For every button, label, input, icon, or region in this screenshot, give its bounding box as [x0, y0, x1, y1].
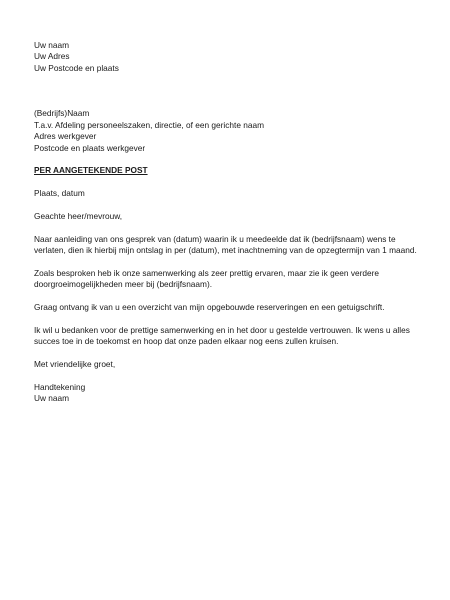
- spacer: [34, 86, 420, 109]
- salutation: Geachte heer/mevrouw,: [34, 211, 123, 222]
- recipient-postcode-city: Postcode en plaats werkgever: [34, 142, 146, 153]
- recipient-block: [34, 108, 420, 154]
- body-paragraph-3: Graag ontvang ik van u een overzicht van mijn opgebouwde reserveringen en een getuigschrift.: [34, 302, 385, 313]
- signature-name: Uw naam: [34, 393, 70, 404]
- body-paragraph-1: Naar aanleiding van ons gesprek van (datum) waarin ik u meedeelde dat ik (bedrijfsnaam) wens te verlaten, dien ik hierbij mijn ontslag in per (datum), met inachtneming van de opzegtermijn van 1 maand.: [34, 233, 417, 256]
- sender-name: Uw naam: [34, 40, 70, 50]
- signature-block: [34, 382, 420, 405]
- place-date: Plaats, datum: [34, 188, 85, 199]
- sender-block: [34, 40, 420, 74]
- sender-address: Uw Adres: [34, 51, 70, 62]
- recipient-address: Adres werkgever: [34, 131, 97, 142]
- body-paragraph-4: Ik wil u bedanken voor de prettige samenwerking en in het door u gestelde vertrouwen. Ik wens u alles succes toe in de toekomst en hoop dat onze paden elkaar nog eens zullen kruisen.: [34, 325, 410, 347]
- letter-body: [34, 40, 420, 416]
- sender-postcode-city: Uw Postcode en plaats: [34, 62, 119, 73]
- body-paragraph-2: Zoals besproken heb ik onze samenwerking als zeer prettig ervaren, maar zie ik geen verdere doorgroeimogelijkheden meer bij (bedrijfsnaam).: [34, 268, 379, 290]
- closing: Met vriendelijke groet,: [34, 359, 116, 370]
- delivery-note: PER AANGETEKENDE POST: [34, 165, 148, 176]
- signature-label: Handtekening: [34, 382, 86, 393]
- recipient-company: (Bedrijfs)Naam: [34, 108, 90, 119]
- recipient-attention: T.a.v. Afdeling personeelszaken, directie, of een gerichte naam: [34, 119, 264, 130]
